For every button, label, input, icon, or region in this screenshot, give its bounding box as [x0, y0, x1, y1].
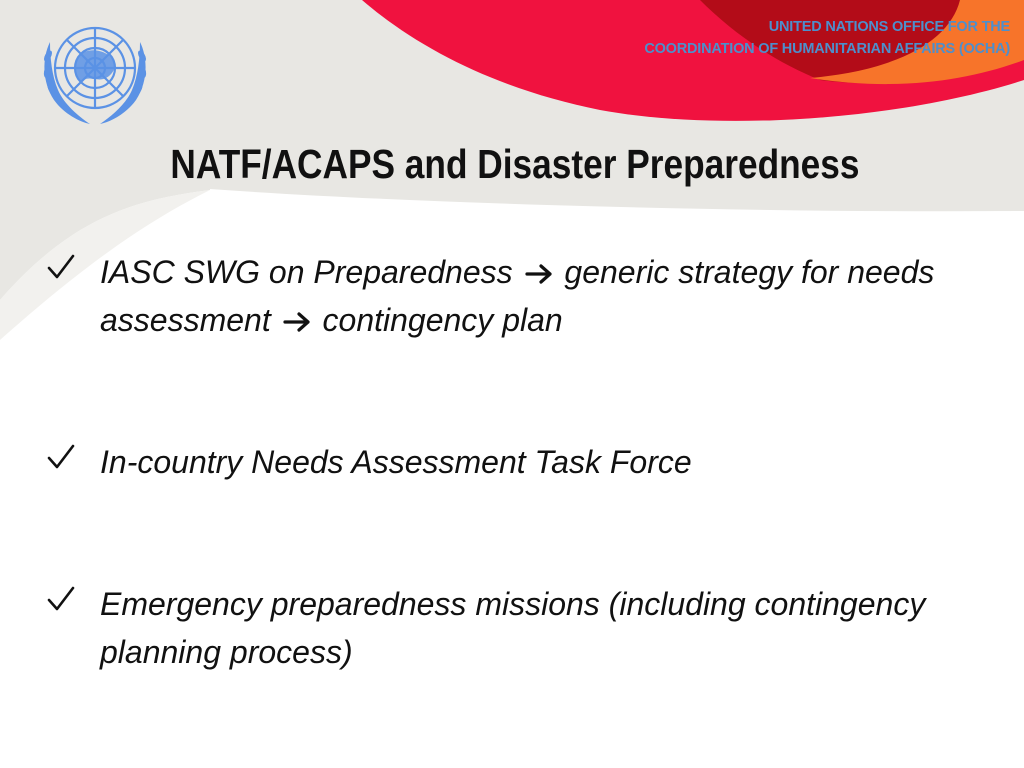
- checkmark-icon: [46, 442, 76, 472]
- organization-line-2: COORDINATION OF HUMANITARIAN AFFAIRS (OCHA): [644, 41, 1010, 57]
- bullet-text-part-2: generic strategy for needs assessment: [100, 254, 935, 338]
- bullet-item: [46, 438, 986, 486]
- slide-title: NATF/ACAPS and Disaster Preparedness: [170, 141, 860, 187]
- organization-line-1: UNITED NATIONS OFFICE FOR THE: [768, 19, 1010, 35]
- bullet-text-part-3: contingency plan: [322, 302, 563, 338]
- bullet-text: Emergency preparedness missions (including contingency planning process): [100, 586, 926, 670]
- un-emblem-icon: [30, 12, 160, 134]
- organization-name: [490, 16, 1010, 60]
- bullet-text: In-country Needs Assessment Task Force: [100, 444, 692, 480]
- checkmark-icon: [46, 252, 76, 282]
- bullet-text-part-1: IASC SWG on Preparedness: [100, 254, 513, 290]
- bullet-item: [46, 248, 986, 344]
- right-arrow-icon: [282, 311, 312, 333]
- right-arrow-icon: [524, 263, 554, 285]
- checkmark-icon: [46, 584, 76, 614]
- bullet-list: [46, 248, 986, 676]
- bullet-item: [46, 580, 986, 676]
